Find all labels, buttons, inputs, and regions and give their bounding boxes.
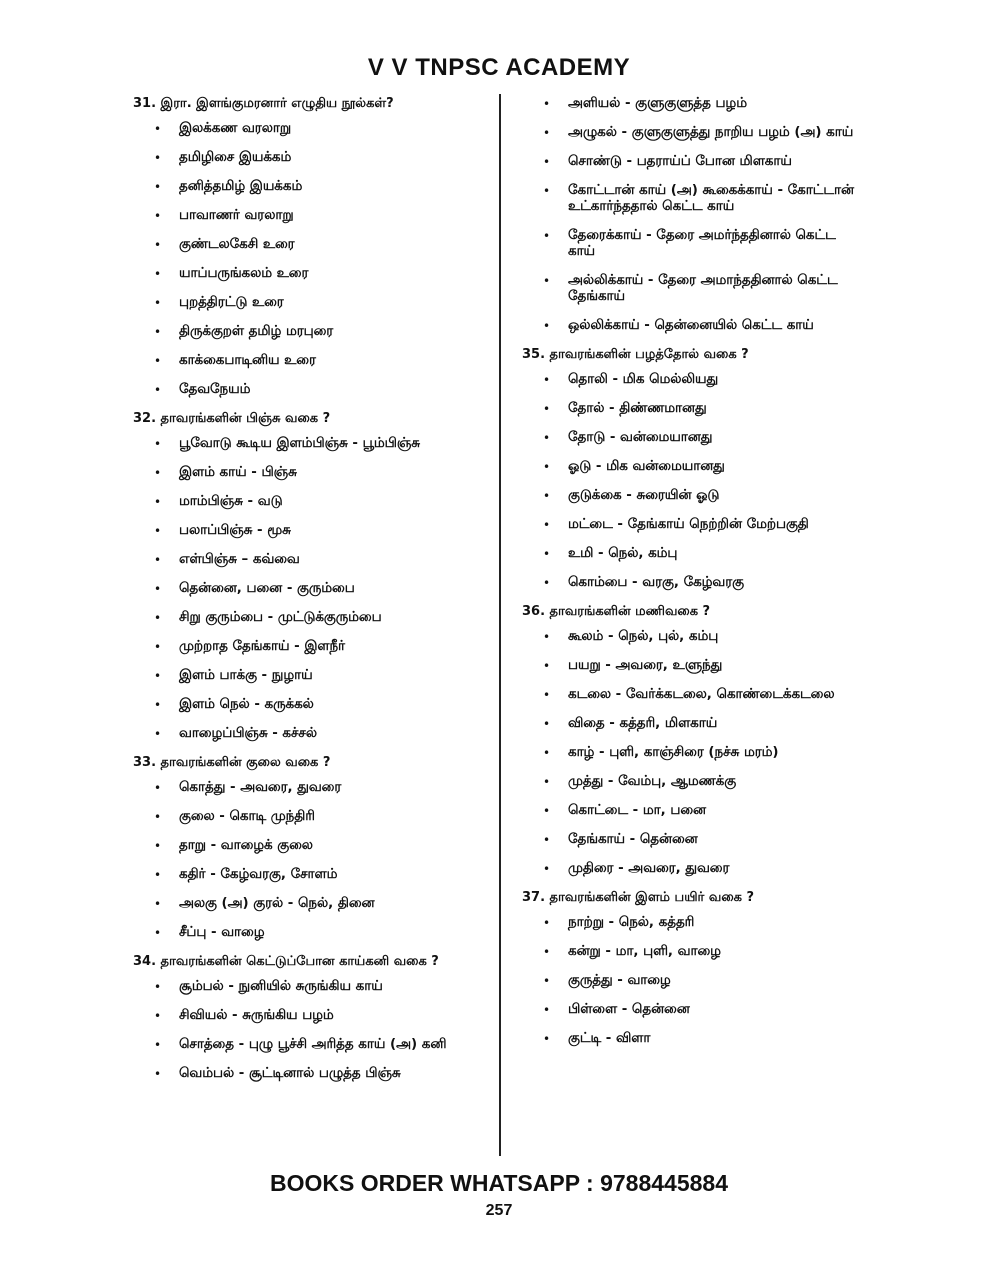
list-item: • யாப்பருங்கலம் உரை: [133, 266, 478, 282]
list-item: • கொத்து - அவரை, துவரை: [133, 780, 478, 796]
list-item: • பாவாணர் வரலாறு: [133, 208, 478, 224]
page-header-title: V V TNPSC ACADEMY: [367, 54, 631, 81]
question-31: 31. இரா. இளங்குமரனார் எழுதிய நூல்கள்?: [133, 96, 394, 111]
list-item: • குலை - கொடி முந்திரி: [133, 809, 478, 825]
list-item: • அலகு (அ) குரல் - நெல், தினை: [133, 896, 478, 912]
list-item: • குட்டி - விளா: [522, 1031, 867, 1047]
answer-list-31: [133, 121, 478, 398]
question-37: 37. தாவரங்களின் இளம் பயிர் வகை ?: [522, 890, 755, 905]
books-order-footer: BOOKS ORDER WHATSAPP : 9788445884: [269, 1170, 729, 1196]
list-item: • முத்து - வேம்பு, ஆமணக்கு: [522, 774, 867, 790]
answer-list-37: [522, 915, 867, 1047]
list-item: • எள்பிஞ்சு – கவ்வை: [133, 552, 478, 568]
list-item: • தமிழிசை இயக்கம்: [133, 150, 478, 166]
column-divider: [499, 94, 501, 1156]
question-36: 36. தாவரங்களின் மணிவகை ?: [522, 604, 711, 619]
list-item: • அளியல் - குளுகுளுத்த பழம்: [522, 96, 867, 112]
list-item: • தேரைக்காய் - தேரை அமர்ந்ததினால் கெட்ட காய்: [522, 228, 867, 260]
list-item: • அழுகல் - குளுகுளுத்து நாறிய பழம் (அ) காய்: [522, 125, 867, 141]
list-item: • புறத்திரட்டு உரை: [133, 295, 478, 311]
list-item: • காக்கைபாடினிய உரை: [133, 353, 478, 369]
answer-list-33: [133, 780, 478, 941]
list-item: • சூம்பல் - நுனியில் சுருங்கிய காய்: [133, 979, 478, 995]
list-item: • கொம்பை - வரகு, கேழ்வரகு: [522, 575, 867, 591]
answer-list-35: [522, 372, 867, 591]
list-item: • சிவியல் - சுருங்கிய பழம்: [133, 1008, 478, 1024]
list-item: • தோடு - வன்மையானது: [522, 430, 867, 446]
list-item: • காழ் - புளி, காஞ்சிரை (நச்சு மரம்): [522, 745, 867, 761]
list-item: • மட்டை - தேங்காய் நெற்றின் மேற்பகுதி: [522, 517, 867, 533]
question-34: 34. தாவரங்களின் கெட்டுப்போன காய்கனி வகை ?: [133, 954, 439, 969]
answer-list-32: [133, 436, 478, 742]
page-number: 257: [485, 1202, 513, 1219]
list-item: • விதை - கத்தரி, மிளகாய்: [522, 716, 867, 732]
list-item: • வெம்பல் - சூட்டினால் பழுத்த பிஞ்சு: [133, 1066, 478, 1082]
list-item: • பூவோடு கூடிய இளம்பிஞ்சு - பூம்பிஞ்சு: [133, 436, 478, 452]
list-item: • கொட்டை - மா, பனை: [522, 803, 867, 819]
list-item: • குடுக்கை - சுரையின் ஓடு: [522, 488, 867, 504]
list-item: • இலக்கண வரலாறு: [133, 121, 478, 137]
list-item: • முற்றாத தேங்காய் - இளநீர்: [133, 639, 478, 655]
list-item: • தனித்தமிழ் இயக்கம்: [133, 179, 478, 195]
left-column: [133, 96, 478, 1095]
list-item: • சொண்டு - பதராய்ப் போன மிளகாய்: [522, 154, 867, 170]
answer-list-34: [133, 979, 478, 1082]
list-item: • மாம்பிஞ்சு - வடு: [133, 494, 478, 510]
list-item: • சொத்தை - புழு பூச்சி அரித்த காய் (அ) கனி: [133, 1037, 478, 1053]
list-item: • தோல் - திண்ணமானது: [522, 401, 867, 417]
list-item: • தேவநேயம்: [133, 382, 478, 398]
list-item: • அல்லிக்காய் - தேரை அமாந்ததினால் கெட்ட தேங்காய்: [522, 273, 867, 305]
list-item: • தேங்காய் - தென்னை: [522, 832, 867, 848]
right-column: [522, 96, 867, 1060]
answer-list-36: [522, 629, 867, 877]
list-item: • குண்டலகேசி உரை: [133, 237, 478, 253]
question-33: 33. தாவரங்களின் குலை வகை ?: [133, 755, 331, 770]
question-35: 35. தாவரங்களின் பழத்தோல் வகை ?: [522, 347, 749, 362]
list-item: • கடலை - வேர்க்கடலை, கொண்டைக்கடலை: [522, 687, 867, 703]
list-item: • இளம் நெல் - கருக்கல்: [133, 697, 478, 713]
list-item: • கதிர் - கேழ்வரகு, சோளம்: [133, 867, 478, 883]
answer-list-34-continued: [522, 96, 867, 334]
list-item: • கூலம் - நெல், புல், கம்பு: [522, 629, 867, 645]
list-item: • பலாப்பிஞ்சு - மூசு: [133, 523, 478, 539]
list-item: • தாறு - வாழைக் குலை: [133, 838, 478, 854]
question-32: 32. தாவரங்களின் பிஞ்சு வகை ?: [133, 411, 331, 426]
list-item: • முதிரை - அவரை, துவரை: [522, 861, 867, 877]
list-item: • உமி - நெல், கம்பு: [522, 546, 867, 562]
list-item: • கோட்டான் காய் (அ) கூகைக்காய் - கோட்டான் உட்கார்ந்ததால் கெட்ட காய்: [522, 183, 867, 215]
list-item: • சிறு குரும்பை - முட்டுக்குரும்பை: [133, 610, 478, 626]
list-item: • இளம் பாக்கு - நுழாய்: [133, 668, 478, 684]
list-item: • கன்று - மா, புளி, வாழை: [522, 944, 867, 960]
list-item: • ஓடு - மிக வன்மையானது: [522, 459, 867, 475]
list-item: • தென்னை, பனை - குரும்பை: [133, 581, 478, 597]
list-item: • குருத்து - வாழை: [522, 973, 867, 989]
list-item: • திருக்குறள் தமிழ் மரபுரை: [133, 324, 478, 340]
list-item: • ஒல்லிக்காய் - தென்னையில் கெட்ட காய்: [522, 318, 867, 334]
list-item: • சீப்பு - வாழை: [133, 925, 478, 941]
list-item: • இளம் காய் - பிஞ்சு: [133, 465, 478, 481]
list-item: • பிள்ளை - தென்னை: [522, 1002, 867, 1018]
list-item: • தொலி - மிக மெல்லியது: [522, 372, 867, 388]
list-item: • வாழைப்பிஞ்சு - கச்சல்: [133, 726, 478, 742]
list-item: • பயறு - அவரை, உளுந்து: [522, 658, 867, 674]
list-item: • நாற்று - நெல், கத்தரி: [522, 915, 867, 931]
